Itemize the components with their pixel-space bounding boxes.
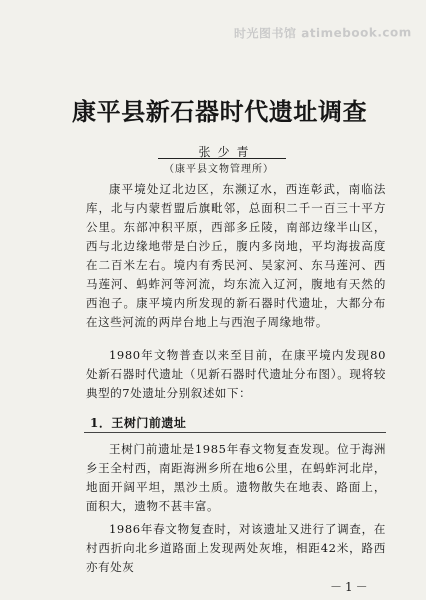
body-paragraph: 康平境处辽北边区，东濒辽水，西连彰武，南临法库，北与内蒙哲盟后旗毗邻，总面积二千一百三十平方公里。东部冲积平原，西部多丘陵，南部边缘半山区，西与北边缘地带是白沙丘，腹内多岗地，平均海拔高度在二百米左右。境内有秀民河、吴家河、东马莲河、西马莲河、蚂蚱河等河流，均东流入辽河，腹地有天然的西泡子。康平境内所发现的新石器时代遗址，大都分布在这些河流的两岸台地上与西泡子周缘地带。 <box>86 182 386 329</box>
section-heading: 1．王树门前遗址 <box>90 416 187 430</box>
body-paragraph-3-block <box>86 440 386 516</box>
author-affiliation: （康平县文物管理所） <box>164 164 274 175</box>
watermark: 时光图书馆 atimebook.com <box>234 25 413 41</box>
body-paragraph-2-block <box>86 346 386 403</box>
body-paragraph-4-block <box>86 520 386 577</box>
body-paragraph-1-block <box>86 180 386 332</box>
body-paragraph: 1986年春文物复查时，对该遗址又进行了调查，在村西折向北乡道路面上发现两处灰堆，相距42米，路西亦有处灰 <box>86 522 386 574</box>
body-paragraph: 王树门前遗址是1985年春文物复查发现。位于海洲乡王全村西，南距海洲乡所在地6公里，在蚂蚱河北岸，地面开阔平坦，黑沙土质。遗物散失在地表、路面上，面积大，遗物不甚丰富。 <box>86 442 386 513</box>
article-title: 康平县新石器时代遗址调查 <box>72 97 368 126</box>
author-name: 张少青 <box>198 145 256 159</box>
author-underline <box>158 158 286 159</box>
page-number: －1－ <box>330 580 371 594</box>
section-divider <box>84 432 386 433</box>
body-paragraph: 1980年文物普查以来至目前，在康平境内发现80处新石器时代遗址（见新石器时代遗址分布图）。现将较典型的7处遗址分别叙述如下： <box>86 348 386 400</box>
